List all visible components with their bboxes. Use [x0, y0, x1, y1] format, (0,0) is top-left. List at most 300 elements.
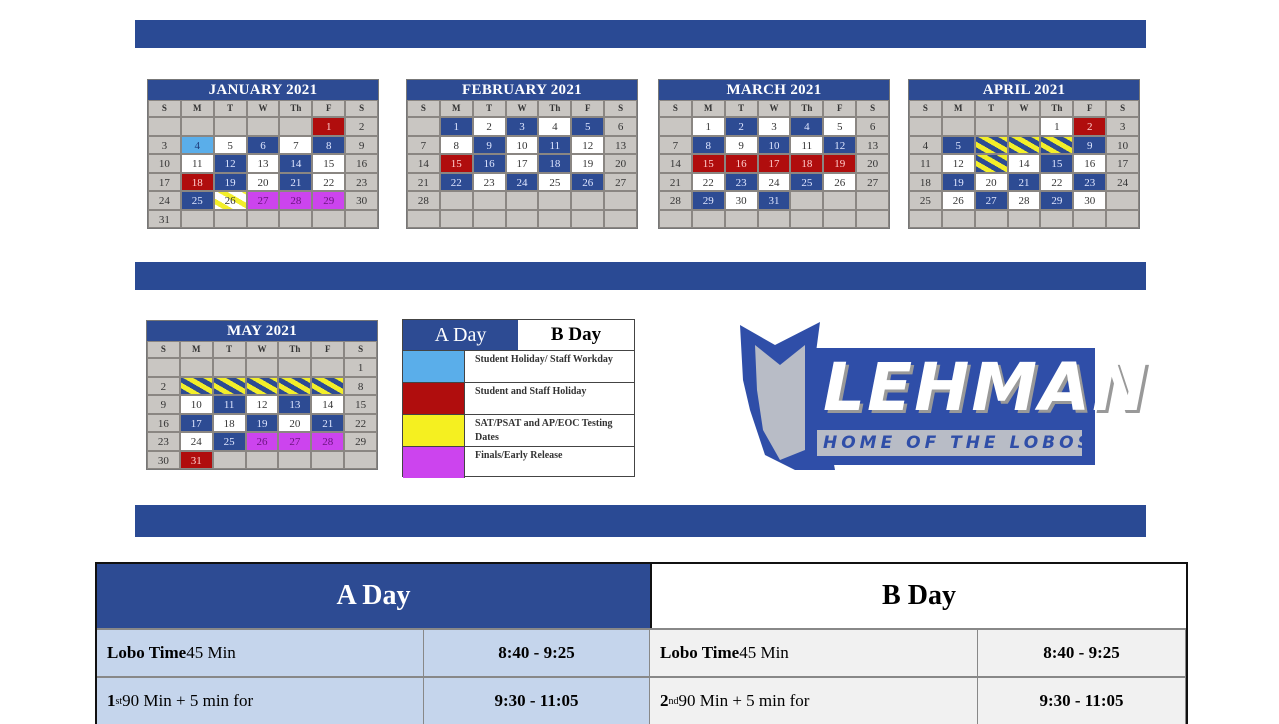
calendar-day: 19 — [942, 173, 975, 192]
legend-swatch — [403, 447, 465, 478]
legend-label: Student Holiday/ Staff Workday — [475, 354, 613, 365]
calendar-empty-cell — [247, 210, 280, 229]
calendar-day: 22 — [1040, 173, 1073, 192]
calendar-grid — [148, 100, 378, 228]
calendar-empty-cell — [1106, 210, 1139, 229]
day-name: S — [856, 100, 889, 117]
day-name: F — [571, 100, 604, 117]
legend — [402, 319, 635, 477]
b-time: 9:30 - 11:05 — [978, 676, 1186, 724]
calendar-empty-cell — [345, 210, 378, 229]
calendar-day: 14 — [659, 154, 692, 173]
calendar-empty-cell — [247, 117, 280, 136]
day-name: M — [942, 100, 975, 117]
calendar-day: 7 — [407, 136, 440, 155]
section-divider — [135, 20, 1146, 48]
calendar-empty-cell — [790, 191, 823, 210]
day-name: T — [725, 100, 758, 117]
ordinal-suffix: st — [115, 695, 123, 707]
day-name: W — [1008, 100, 1041, 117]
calendar-day: 10 — [180, 395, 213, 414]
calendar-day: 14 — [1008, 154, 1041, 173]
calendar-day: 29 — [692, 191, 725, 210]
calendar-empty-cell — [278, 451, 311, 470]
calendar-day: 26 — [571, 173, 604, 192]
legend-label: SAT/PSAT and AP/EOC Testing Dates — [475, 418, 613, 443]
calendar-day: 12 — [823, 136, 856, 155]
calendar-empty-cell — [246, 451, 279, 470]
calendar-day: 3 — [1106, 117, 1139, 136]
calendar-empty-cell — [180, 358, 213, 377]
calendar-day: 26 — [823, 173, 856, 192]
calendar-day: 25 — [181, 191, 214, 210]
section-divider — [135, 505, 1146, 537]
calendar-empty-cell — [311, 451, 344, 470]
calendar-day: 30 — [147, 451, 180, 470]
calendar-day: 9 — [1073, 136, 1106, 155]
day-name: T — [213, 341, 246, 358]
calendar-empty-cell — [506, 191, 539, 210]
calendar-day: 22 — [440, 173, 473, 192]
calendar-day: 19 — [571, 154, 604, 173]
legend-a-day: A Day — [403, 320, 518, 350]
calendar-day — [278, 377, 311, 396]
day-name: W — [247, 100, 280, 117]
day-name: S — [604, 100, 637, 117]
a-time: 8:40 - 9:25 — [424, 628, 650, 676]
calendar-day: 26 — [214, 191, 247, 210]
calendar-day: 2 — [725, 117, 758, 136]
calendar-day: 1 — [692, 117, 725, 136]
calendar-empty-cell — [856, 210, 889, 229]
calendar-day: 31 — [758, 191, 791, 210]
period-name: Lobo Time — [660, 643, 740, 662]
calendar-day: 21 — [407, 173, 440, 192]
calendar-day: 13 — [604, 136, 637, 155]
calendar-day — [1008, 136, 1041, 155]
calendar-empty-cell — [571, 210, 604, 229]
day-name: Th — [1040, 100, 1073, 117]
schedule-row — [97, 676, 1186, 724]
calendar-day: 19 — [246, 414, 279, 433]
calendar-day: 21 — [279, 173, 312, 192]
calendar-day: 16 — [147, 414, 180, 433]
day-name: F — [1073, 100, 1106, 117]
calendar-day: 4 — [181, 136, 214, 155]
calendar-day: 11 — [538, 136, 571, 155]
calendar-empty-cell — [181, 210, 214, 229]
calendar-day: 29 — [344, 432, 377, 451]
calendar-empty-cell — [758, 210, 791, 229]
calendar-day — [1040, 136, 1073, 155]
day-name: M — [180, 341, 213, 358]
calendar-empty-cell — [440, 191, 473, 210]
calendar-day: 30 — [1073, 191, 1106, 210]
day-name: W — [506, 100, 539, 117]
calendar-day: 20 — [278, 414, 311, 433]
calendar-day: 20 — [975, 173, 1008, 192]
legend-item — [403, 351, 634, 383]
calendar-day: 23 — [473, 173, 506, 192]
day-name: Th — [538, 100, 571, 117]
calendar-day: 24 — [758, 173, 791, 192]
calendar-empty-cell — [909, 210, 942, 229]
calendar-february — [406, 79, 638, 229]
calendar-day: 22 — [692, 173, 725, 192]
day-name: T — [975, 100, 1008, 117]
bell-schedule-table — [95, 562, 1188, 724]
legend-b-day: B Day — [550, 324, 602, 345]
calendar-day: 14 — [311, 395, 344, 414]
b-period — [650, 628, 978, 676]
calendar-day: 12 — [214, 154, 247, 173]
calendar-grid — [909, 100, 1139, 228]
calendar-empty-cell — [473, 210, 506, 229]
calendar-empty-cell — [279, 210, 312, 229]
a-period — [97, 676, 424, 724]
calendar-day: 15 — [692, 154, 725, 173]
calendar-day: 5 — [942, 136, 975, 155]
calendar-day: 25 — [790, 173, 823, 192]
b-day-header: B Day — [650, 564, 1186, 628]
calendar-empty-cell — [181, 117, 214, 136]
calendar-empty-cell — [312, 210, 345, 229]
calendar-empty-cell — [440, 210, 473, 229]
calendar-day: 28 — [311, 432, 344, 451]
calendar-day: 2 — [147, 377, 180, 396]
calendar-empty-cell — [1040, 210, 1073, 229]
calendar-day: 4 — [790, 117, 823, 136]
calendar-day: 23 — [147, 432, 180, 451]
calendar-day: 9 — [473, 136, 506, 155]
calendar-empty-cell — [213, 451, 246, 470]
day-name: M — [440, 100, 473, 117]
period-duration: 90 Min + 5 min for — [122, 691, 254, 710]
calendar-day: 4 — [538, 117, 571, 136]
calendar-day: 31 — [148, 210, 181, 229]
calendar-day: 21 — [659, 173, 692, 192]
calendar-empty-cell — [823, 210, 856, 229]
calendar-day: 5 — [214, 136, 247, 155]
day-name: W — [758, 100, 791, 117]
calendar-empty-cell — [659, 117, 692, 136]
legend-item — [403, 383, 634, 415]
legend-item — [403, 415, 634, 447]
calendar-april — [908, 79, 1140, 229]
a-time: 9:30 - 11:05 — [424, 676, 650, 724]
calendar-day: 27 — [278, 432, 311, 451]
day-name: S — [345, 100, 378, 117]
calendar-day: 7 — [659, 136, 692, 155]
calendar-march — [658, 79, 890, 229]
calendar-grid — [659, 100, 889, 228]
logo-tagline: HOME OF THE LOBOS — [823, 433, 1094, 453]
calendar-day — [975, 154, 1008, 173]
calendar-empty-cell — [856, 191, 889, 210]
period-name: Lobo Time — [107, 643, 187, 662]
calendar-day: 13 — [247, 154, 280, 173]
calendar-day: 17 — [148, 173, 181, 192]
day-name: S — [407, 100, 440, 117]
calendar-day: 15 — [1040, 154, 1073, 173]
calendar-empty-cell — [725, 210, 758, 229]
calendar-empty-cell — [659, 210, 692, 229]
period-duration: 45 Min — [186, 643, 236, 662]
calendar-day: 29 — [312, 191, 345, 210]
calendar-day: 30 — [345, 191, 378, 210]
legend-label: Finals/Early Release — [475, 450, 563, 461]
legend-swatch — [403, 351, 465, 382]
section-divider — [135, 262, 1146, 290]
calendar-day: 16 — [725, 154, 758, 173]
calendar-title: MAY 2021 — [147, 321, 377, 341]
day-name: S — [909, 100, 942, 117]
calendar-day: 6 — [604, 117, 637, 136]
calendar-day: 6 — [856, 117, 889, 136]
calendar-day: 27 — [604, 173, 637, 192]
lehman-logo — [735, 320, 1150, 475]
calendar-day: 24 — [148, 191, 181, 210]
calendar-day: 19 — [214, 173, 247, 192]
calendar-empty-cell — [214, 210, 247, 229]
calendar-day: 5 — [571, 117, 604, 136]
calendar-day: 25 — [538, 173, 571, 192]
calendar-title: APRIL 2021 — [909, 80, 1139, 100]
calendar-empty-cell — [909, 117, 942, 136]
calendar-day: 15 — [440, 154, 473, 173]
calendar-empty-cell — [506, 210, 539, 229]
calendar-day: 21 — [1008, 173, 1041, 192]
calendar-day: 28 — [659, 191, 692, 210]
calendar-grid — [147, 341, 377, 469]
calendar-day: 1 — [1040, 117, 1073, 136]
calendar-day: 19 — [823, 154, 856, 173]
day-name: T — [473, 100, 506, 117]
calendar-day: 28 — [407, 191, 440, 210]
calendar-day: 18 — [181, 173, 214, 192]
calendar-day: 11 — [181, 154, 214, 173]
calendar-title: MARCH 2021 — [659, 80, 889, 100]
calendar-empty-cell — [790, 210, 823, 229]
day-name: T — [214, 100, 247, 117]
calendar-empty-cell — [538, 191, 571, 210]
day-name: Th — [279, 100, 312, 117]
legend-label: Student and Staff Holiday — [475, 386, 587, 397]
calendar-empty-cell — [604, 191, 637, 210]
calendar-day: 9 — [725, 136, 758, 155]
calendar-day: 1 — [440, 117, 473, 136]
calendar-day: 8 — [692, 136, 725, 155]
legend-swatch — [403, 383, 465, 414]
calendar-day: 10 — [506, 136, 539, 155]
calendar-day: 9 — [345, 136, 378, 155]
calendar-day: 27 — [856, 173, 889, 192]
calendar-day: 17 — [1106, 154, 1139, 173]
calendar-empty-cell — [214, 117, 247, 136]
day-name: F — [823, 100, 856, 117]
calendar-day: 10 — [758, 136, 791, 155]
calendar-day: 25 — [909, 191, 942, 210]
day-name: S — [148, 100, 181, 117]
calendar-day: 2 — [1073, 117, 1106, 136]
calendar-title: JANUARY 2021 — [148, 80, 378, 100]
calendar-day: 11 — [213, 395, 246, 414]
calendar-day: 24 — [506, 173, 539, 192]
calendar-day — [246, 377, 279, 396]
calendar-empty-cell — [1008, 117, 1041, 136]
calendar-empty-cell — [571, 191, 604, 210]
calendar-day: 18 — [538, 154, 571, 173]
calendar-day: 20 — [247, 173, 280, 192]
day-name: S — [1106, 100, 1139, 117]
calendar-day: 11 — [909, 154, 942, 173]
calendar-empty-cell — [942, 117, 975, 136]
calendar-day: 30 — [725, 191, 758, 210]
period-duration: 90 Min + 5 min for — [678, 691, 810, 710]
calendar-day: 5 — [823, 117, 856, 136]
calendar-empty-cell — [147, 358, 180, 377]
calendar-day: 7 — [279, 136, 312, 155]
period-name: 1 — [107, 691, 116, 710]
calendar-day: 10 — [148, 154, 181, 173]
day-name: Th — [790, 100, 823, 117]
calendar-day: 1 — [312, 117, 345, 136]
day-name: Th — [278, 341, 311, 358]
legend-swatch — [403, 415, 465, 446]
calendar-day: 3 — [148, 136, 181, 155]
calendar-day: 24 — [180, 432, 213, 451]
day-name: F — [311, 341, 344, 358]
day-name: S — [659, 100, 692, 117]
calendar-may — [146, 320, 378, 470]
calendar-day: 16 — [345, 154, 378, 173]
calendar-empty-cell — [148, 117, 181, 136]
calendar-day: 22 — [344, 414, 377, 433]
calendar-day — [180, 377, 213, 396]
calendar-day: 23 — [1073, 173, 1106, 192]
calendar-grid — [407, 100, 637, 228]
calendar-empty-cell — [975, 210, 1008, 229]
day-name: W — [246, 341, 279, 358]
calendar-day: 9 — [147, 395, 180, 414]
calendar-empty-cell — [1073, 210, 1106, 229]
calendar-day: 17 — [506, 154, 539, 173]
calendar-day: 18 — [790, 154, 823, 173]
calendar-day: 31 — [180, 451, 213, 470]
calendar-day: 18 — [909, 173, 942, 192]
calendar-day: 12 — [246, 395, 279, 414]
calendar-empty-cell — [1106, 191, 1139, 210]
day-name: F — [312, 100, 345, 117]
period-duration: 45 Min — [739, 643, 789, 662]
calendar-day — [975, 136, 1008, 155]
calendar-day: 11 — [790, 136, 823, 155]
calendar-empty-cell — [1008, 210, 1041, 229]
calendar-day: 15 — [312, 154, 345, 173]
calendar-day: 8 — [344, 377, 377, 396]
calendar-day: 8 — [440, 136, 473, 155]
calendar-day: 17 — [758, 154, 791, 173]
calendar-day: 27 — [975, 191, 1008, 210]
calendar-day: 26 — [942, 191, 975, 210]
calendar-empty-cell — [279, 117, 312, 136]
calendar-day: 3 — [506, 117, 539, 136]
calendar-day: 21 — [311, 414, 344, 433]
calendar-day: 14 — [279, 154, 312, 173]
calendar-day — [213, 377, 246, 396]
calendar-day: 28 — [279, 191, 312, 210]
a-period — [97, 628, 424, 676]
calendar-day — [311, 377, 344, 396]
calendar-day: 22 — [312, 173, 345, 192]
calendar-day: 15 — [344, 395, 377, 414]
calendar-empty-cell — [246, 358, 279, 377]
calendar-empty-cell — [538, 210, 571, 229]
calendar-day: 16 — [473, 154, 506, 173]
calendar-day: 2 — [473, 117, 506, 136]
calendar-day: 3 — [758, 117, 791, 136]
calendar-day: 12 — [942, 154, 975, 173]
ordinal-suffix: nd — [668, 695, 679, 707]
calendar-day: 20 — [604, 154, 637, 173]
calendar-empty-cell — [213, 358, 246, 377]
calendar-empty-cell — [473, 191, 506, 210]
calendar-january — [147, 79, 379, 229]
b-period — [650, 676, 978, 724]
calendar-empty-cell — [604, 210, 637, 229]
calendar-day: 1 — [344, 358, 377, 377]
calendar-day: 4 — [909, 136, 942, 155]
calendar-empty-cell — [407, 117, 440, 136]
day-name: S — [147, 341, 180, 358]
calendar-day: 13 — [856, 136, 889, 155]
calendar-day: 13 — [278, 395, 311, 414]
day-name: M — [692, 100, 725, 117]
calendar-day: 24 — [1106, 173, 1139, 192]
schedule-row — [97, 628, 1186, 676]
calendar-empty-cell — [692, 210, 725, 229]
calendar-title: FEBRUARY 2021 — [407, 80, 637, 100]
calendar-day: 12 — [571, 136, 604, 155]
legend-item — [403, 447, 634, 478]
calendar-day: 2 — [345, 117, 378, 136]
a-day-header: A Day — [97, 564, 650, 628]
calendar-day: 16 — [1073, 154, 1106, 173]
b-time: 8:40 - 9:25 — [978, 628, 1186, 676]
calendar-empty-cell — [407, 210, 440, 229]
calendar-day: 28 — [1008, 191, 1041, 210]
day-name: M — [181, 100, 214, 117]
calendar-empty-cell — [344, 451, 377, 470]
calendar-day: 23 — [725, 173, 758, 192]
calendar-day: 18 — [213, 414, 246, 433]
calendar-empty-cell — [823, 191, 856, 210]
calendar-day: 27 — [247, 191, 280, 210]
calendar-day: 8 — [312, 136, 345, 155]
logo-name: LEHMAN — [823, 349, 1150, 426]
calendar-day: 29 — [1040, 191, 1073, 210]
calendar-day: 20 — [856, 154, 889, 173]
calendar-day: 14 — [407, 154, 440, 173]
day-name: S — [344, 341, 377, 358]
calendar-empty-cell — [942, 210, 975, 229]
calendar-day: 17 — [180, 414, 213, 433]
calendar-day: 25 — [213, 432, 246, 451]
calendar-day: 23 — [345, 173, 378, 192]
calendar-empty-cell — [278, 358, 311, 377]
calendar-day: 10 — [1106, 136, 1139, 155]
calendar-empty-cell — [311, 358, 344, 377]
